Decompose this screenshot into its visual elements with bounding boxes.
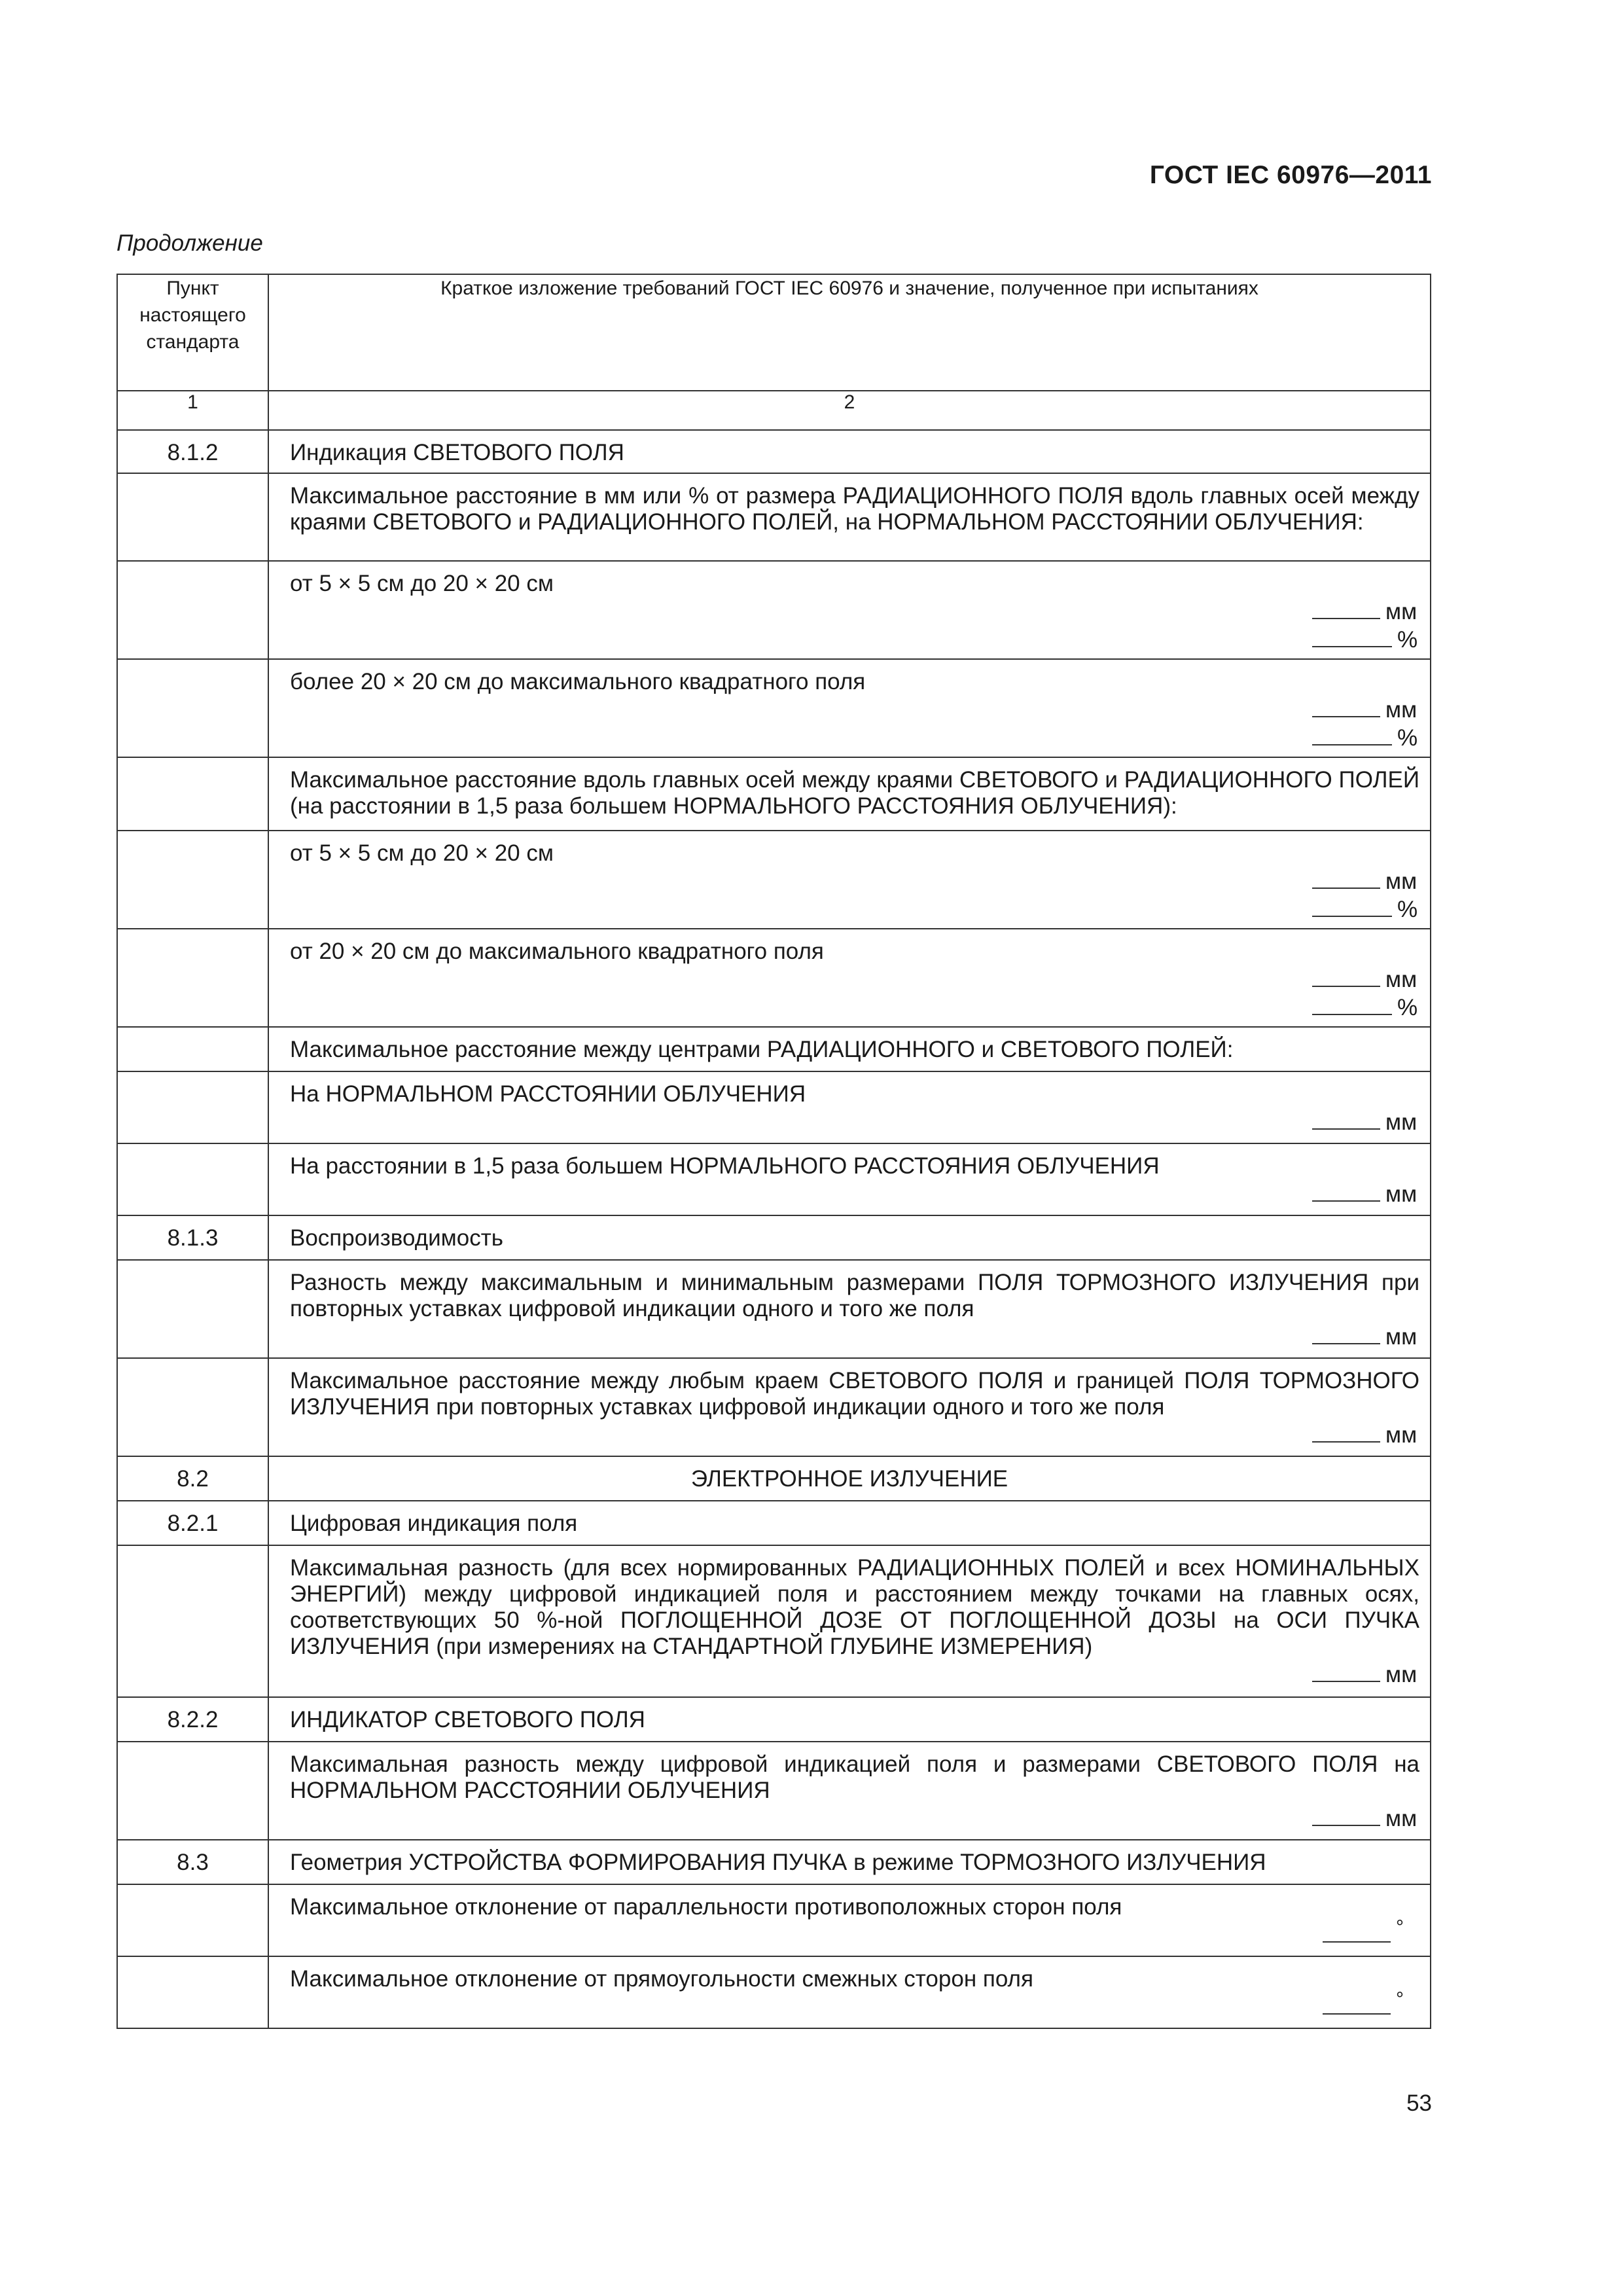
requirement-text: Максимальное отклонение от прямоугольности смежных сторон поля (290, 1966, 1033, 1992)
requirement-cell (268, 561, 1431, 659)
answer-blank (1312, 1804, 1380, 1826)
answer-blank (1312, 1107, 1380, 1130)
table-row (117, 473, 1431, 561)
clause-cell (117, 473, 268, 561)
requirement-text: более 20 × 20 см до максимального квадратного поля (290, 669, 866, 694)
requirement-text: Максимальное расстояние между любым краем СВЕТОВОГО ПОЛЯ и границей ПОЛЯ ТОРМОЗНОГО ИЗЛУЧЕНИЯ при повторных уставках цифровой индикации одного и того же поля (290, 1368, 1419, 1420)
answer-blank (1312, 597, 1380, 619)
table-row (117, 430, 1431, 473)
clause-cell (117, 757, 268, 831)
requirement-cell (268, 1697, 1431, 1742)
clause-cell (117, 1545, 268, 1697)
unit-label: мм (1385, 967, 1418, 992)
unit-label: % (1397, 627, 1418, 653)
answer-mm (290, 1179, 1419, 1208)
table-row (117, 1545, 1431, 1697)
table-row (117, 757, 1431, 831)
answer-blank (1312, 993, 1392, 1015)
requirement-text: Максимальная разность между цифровой индикацией поля и размерами СВЕТОВОГО ПОЛЯ на НОРМАЛЬНОМ РАССТОЯНИИ ОБЛУЧЕНИЯ (290, 1751, 1419, 1803)
table-row (117, 1027, 1431, 1071)
answer-mm (290, 1107, 1419, 1136)
requirement-cell (268, 1956, 1431, 2028)
unit-label: мм (1385, 599, 1418, 624)
requirement-text: Индикация СВЕТОВОГО ПОЛЯ (290, 440, 624, 465)
answer-degrees (290, 1988, 1419, 2022)
unit-label: ° (1396, 1988, 1404, 2010)
unit-label: % (1397, 897, 1418, 922)
table-row (117, 929, 1431, 1027)
column-number-row (117, 391, 1431, 430)
table-row (117, 1742, 1431, 1840)
requirement-cell (268, 430, 1431, 473)
requirement-text: от 5 × 5 см до 20 × 20 см (290, 571, 554, 596)
requirement-text: Максимальное расстояние вдоль главных осей между краями СВЕТОВОГО и РАДИАЦИОННОГО ПОЛЕЙ (на расстоянии в 1,5 раза большем НОРМАЛЬНОГО РАССТОЯНИЯ ОБЛУЧЕНИЯ): (290, 767, 1419, 819)
clause-cell (117, 1143, 268, 1215)
answer-blank (1312, 1322, 1380, 1344)
answer-blank (1312, 965, 1380, 987)
requirement-cell (268, 929, 1431, 1027)
answer-mm (290, 1804, 1419, 1832)
answer-percent (290, 993, 1419, 1021)
clause-cell (117, 561, 268, 659)
clause-cell: 8.1.3 (117, 1215, 268, 1260)
clause-cell: 8.2 (117, 1456, 268, 1501)
clause-cell (117, 831, 268, 929)
table-row (117, 1260, 1431, 1358)
answer-blank (1312, 1660, 1380, 1682)
answer-mm (290, 965, 1419, 993)
requirement-cell (268, 1884, 1431, 1956)
table-row (117, 561, 1431, 659)
answer-blank (1312, 625, 1392, 647)
requirement-cell (268, 1501, 1431, 1545)
clause-cell: 8.2.2 (117, 1697, 268, 1742)
unit-label: мм (1385, 1324, 1418, 1350)
table-row (117, 1071, 1431, 1143)
answer-blank (1312, 867, 1380, 889)
document-title: ГОСТ IEC 60976—2011 (1149, 161, 1432, 189)
requirement-cell (268, 1840, 1431, 1884)
requirement-cell (268, 473, 1431, 561)
table-row (117, 1215, 1431, 1260)
table-row (117, 1501, 1431, 1545)
requirement-text: Максимальное расстояние между центрами РАДИАЦИОННОГО и СВЕТОВОГО ПОЛЕЙ: (290, 1037, 1234, 1062)
requirement-text: Максимальное отклонение от параллельности противоположных сторон поля (290, 1894, 1122, 1920)
unit-label: мм (1385, 1422, 1418, 1448)
unit-label: мм (1385, 697, 1418, 723)
answer-blank (1323, 1992, 1391, 2015)
requirement-text: Воспроизводимость (290, 1225, 503, 1251)
requirement-text: Цифровая индикация поля (290, 1511, 578, 1536)
requirement-text: На НОРМАЛЬНОМ РАССТОЯНИИ ОБЛУЧЕНИЯ (290, 1081, 806, 1107)
unit-label: мм (1385, 1109, 1418, 1135)
answer-percent (290, 625, 1419, 653)
clause-cell (117, 1071, 268, 1143)
requirement-text: Разность между максимальным и минимальным размерами ПОЛЯ ТОРМОЗНОГО ИЗЛУЧЕНИЯ при повторных уставках цифровой индикации одного и того же поля (290, 1270, 1419, 1321)
requirement-cell (268, 1545, 1431, 1697)
answer-blank (1312, 723, 1392, 745)
col2-header: Краткое изложение требований ГОСТ IEC 60976 и значение, полученное при испытаниях (268, 274, 1431, 391)
clause-cell (117, 929, 268, 1027)
answer-blank (1312, 895, 1392, 917)
answer-mm (290, 597, 1419, 625)
unit-label: мм (1385, 1662, 1418, 1687)
answer-mm (290, 1660, 1419, 1688)
unit-label: мм (1385, 869, 1418, 894)
answer-mm (290, 1322, 1419, 1350)
clause-cell (117, 659, 268, 757)
requirement-text: На расстоянии в 1,5 раза большем НОРМАЛЬНОГО РАССТОЯНИЯ ОБЛУЧЕНИЯ (290, 1153, 1160, 1179)
page-number: 53 (1406, 2090, 1432, 2116)
section-heading: ЭЛЕКТРОННОЕ ИЗЛУЧЕНИЕ (690, 1466, 1008, 1492)
answer-blank (1312, 1420, 1380, 1443)
table-row (117, 1956, 1431, 2028)
table-row (117, 1143, 1431, 1215)
col1-header (117, 274, 268, 391)
requirement-cell (268, 1260, 1431, 1358)
unit-label: % (1397, 725, 1418, 751)
unit-label: ° (1396, 1916, 1404, 1938)
answer-blank (1312, 1179, 1380, 1202)
table-row (117, 1884, 1431, 1956)
table-header-row (117, 274, 1431, 391)
requirement-cell (268, 757, 1431, 831)
answer-mm (290, 1420, 1419, 1448)
clause-cell (117, 1742, 268, 1840)
clause-cell (117, 1358, 268, 1456)
unit-label: мм (1385, 1806, 1418, 1831)
col1-header-text: Пункт настоящего стандарта (139, 278, 246, 353)
continuation-label: Продолжение (116, 230, 263, 256)
requirement-cell (268, 1358, 1431, 1456)
requirements-table (116, 274, 1431, 2029)
clause-cell (117, 1260, 268, 1358)
clause-cell (117, 1027, 268, 1071)
answer-degrees (290, 1916, 1419, 1950)
table-row (117, 1456, 1431, 1501)
requirement-cell (268, 1742, 1431, 1840)
requirement-cell (268, 1071, 1431, 1143)
requirement-cell (268, 1215, 1431, 1260)
unit-label: мм (1385, 1181, 1418, 1207)
col2-number: 2 (268, 391, 1431, 430)
clause-cell: 8.1.2 (117, 430, 268, 473)
table-row (117, 659, 1431, 757)
requirement-text: Максимальное расстояние в мм или % от размера РАДИАЦИОННОГО ПОЛЯ вдоль главных осей между краями СВЕТОВОГО и РАДИАЦИОННОГО ПОЛЕЙ, на НОРМАЛЬНОМ РАССТОЯНИИ ОБЛУЧЕНИЯ: (290, 483, 1419, 535)
requirement-cell (268, 831, 1431, 929)
requirement-text: от 5 × 5 см до 20 × 20 см (290, 840, 554, 866)
requirement-cell (268, 659, 1431, 757)
col1-number: 1 (117, 391, 268, 430)
table-row (117, 1840, 1431, 1884)
requirement-text: Геометрия УСТРОЙСТВА ФОРМИРОВАНИЯ ПУЧКА в режиме ТОРМОЗНОГО ИЗЛУЧЕНИЯ (290, 1850, 1266, 1875)
answer-blank (1323, 1920, 1391, 1943)
unit-label: % (1397, 995, 1418, 1020)
table-row (117, 1358, 1431, 1456)
answer-percent (290, 723, 1419, 751)
clause-cell (117, 1884, 268, 1956)
answer-percent (290, 895, 1419, 923)
requirement-cell (268, 1143, 1431, 1215)
requirement-cell (268, 1027, 1431, 1071)
table-row (117, 831, 1431, 929)
answer-mm (290, 867, 1419, 895)
requirement-text: Максимальная разность (для всех нормированных РАДИАЦИОННЫХ ПОЛЕЙ и всех НОМИНАЛЬНЫХ ЭНЕРГИЙ) между цифровой индикацией поля и расстоянием между точками на главных осях, соответствующих 50 %-ной ПОГЛОЩЕННОЙ ДОЗЕ ОТ ПОГЛОЩЕННОЙ ДОЗЫ на ОСИ ПУЧКА ИЗЛУЧЕНИЯ (при измерениях на СТАНДАРТНОЙ ГЛУБИНЕ ИЗМЕРЕНИЯ) (290, 1555, 1419, 1659)
requirement-text: ИНДИКАТОР СВЕТОВОГО ПОЛЯ (290, 1707, 645, 1732)
table-row (117, 1697, 1431, 1742)
clause-cell: 8.2.1 (117, 1501, 268, 1545)
clause-cell (117, 1956, 268, 2028)
clause-cell: 8.3 (117, 1840, 268, 1884)
answer-blank (1312, 695, 1380, 717)
answer-mm (290, 695, 1419, 723)
requirement-text: от 20 × 20 см до максимального квадратного поля (290, 939, 824, 964)
requirement-cell (268, 1456, 1431, 1501)
